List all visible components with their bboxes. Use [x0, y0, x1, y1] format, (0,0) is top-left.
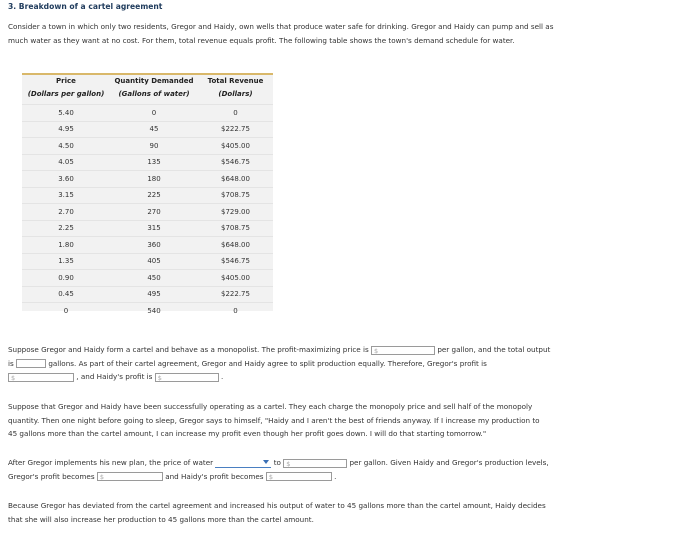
revenue-cell: $405.00 — [198, 138, 273, 155]
table-row — [22, 187, 273, 204]
intro-paragraph — [8, 20, 553, 47]
quantity-cell: 495 — [110, 286, 198, 303]
subheader-price: (Dollars per gallon) — [27, 90, 105, 98]
subheader-quantity: (Gallons of water) — [118, 90, 190, 98]
revenue-cell: 0 — [198, 303, 273, 319]
table-row — [22, 171, 273, 188]
price-cell: 3.60 — [22, 171, 110, 188]
price-change-dropdown[interactable] — [215, 459, 271, 468]
price-cell: 3.15 — [22, 187, 110, 204]
quantity-cell: 360 — [110, 237, 198, 254]
revenue-cell: $708.75 — [198, 187, 273, 204]
new-price-input[interactable]: $ — [283, 459, 347, 468]
quantity-cell: 225 — [110, 187, 198, 204]
table-row — [22, 270, 273, 287]
quantity-cell: 135 — [110, 154, 198, 171]
intro-line-2: much water as they want at no cost. For them, total revenue equals profit. The following table shows the town's demand schedule for water. — [8, 35, 515, 45]
quantity-cell: 45 — [110, 121, 198, 138]
header-revenue: Total Revenue — [207, 77, 264, 85]
revenue-cell: $546.75 — [198, 154, 273, 171]
total-output-input[interactable] — [16, 359, 46, 368]
table-row — [22, 253, 273, 270]
quantity-cell: 90 — [110, 138, 198, 155]
gregor-profit-input[interactable]: $ — [8, 373, 74, 382]
price-cell: 0.90 — [22, 270, 110, 287]
price-cell: 5.40 — [22, 105, 110, 122]
quantity-cell: 270 — [110, 204, 198, 221]
price-cell: 2.70 — [22, 204, 110, 221]
quantity-cell: 315 — [110, 220, 198, 237]
cartel-question: Suppose Gregor and Haidy form a cartel and behave as a monopolist. The profit-maximizing price is $ per gallon, and the total output is gallons. As part of their cartel agreement, Gregor and Haidy agree to split production equally. Therefore, Gregor's profit is $ , and Haidy's profit is $ . — [8, 345, 551, 382]
price-cell: 4.50 — [22, 138, 110, 155]
price-cell: 0.45 — [22, 286, 110, 303]
price-cell: 1.80 — [22, 237, 110, 254]
retaliation-paragraph: Because Gregor has deviated from the cartel agreement and increased his output of water to 45 gallons more than the cartel amount, Haidy decides that she will also increase her production to 45 gallons more than the cartel amount. — [8, 501, 546, 524]
revenue-cell: $546.75 — [198, 253, 273, 270]
price-cell: 1.35 — [22, 253, 110, 270]
chevron-down-icon — [263, 460, 269, 464]
gregor-new-profit-input[interactable]: $ — [97, 472, 163, 481]
revenue-cell: 0 — [198, 105, 273, 122]
table-row — [22, 154, 273, 171]
quantity-cell: 180 — [110, 171, 198, 188]
monopoly-price-input[interactable]: $ — [371, 346, 435, 355]
deviation-paragraph: Suppose that Gregor and Haidy have been successfully operating as a cartel. They each charge the monopoly price and sell half of the monopoly quantity. Then one night before going to sleep, Gregor says to himself, "Haidy and I aren't the best of friends anyway. If I increase my production to 45 gallons more than the cartel amount, I can increase my profit even though her profit goes down. I will do that starting tomorrow." — [8, 402, 540, 438]
quantity-cell: 0 — [110, 105, 198, 122]
price-cell: 4.95 — [22, 121, 110, 138]
table-row — [22, 105, 273, 122]
table-row — [22, 138, 273, 155]
demand-schedule-table — [22, 73, 273, 315]
quantity-cell: 450 — [110, 270, 198, 287]
section-title: 3. Breakdown of a cartel agreement — [8, 2, 163, 11]
table-row — [22, 121, 273, 138]
revenue-cell: $222.75 — [198, 286, 273, 303]
revenue-cell: $222.75 — [198, 121, 273, 138]
table-row — [22, 204, 273, 221]
revenue-cell: $405.00 — [198, 270, 273, 287]
price-cell: 4.05 — [22, 154, 110, 171]
revenue-cell: $708.75 — [198, 220, 273, 237]
haidy-new-profit-input[interactable]: $ — [266, 472, 332, 481]
intro-line-1: Consider a town in which only two residents, Gregor and Haidy, own wells that produce water safe for drinking. Gregor and Haidy can pump and sell as — [8, 22, 554, 31]
table-row — [22, 286, 273, 303]
subheader-revenue: (Dollars) — [218, 90, 253, 98]
price-cell: 2.25 — [22, 220, 110, 237]
revenue-cell: $648.00 — [198, 237, 273, 254]
table-row — [22, 303, 273, 319]
table-row — [22, 237, 273, 254]
revenue-cell: $648.00 — [198, 171, 273, 188]
quantity-cell: 540 — [110, 303, 198, 319]
header-price: Price — [56, 77, 76, 85]
table-row — [22, 220, 273, 237]
revenue-cell: $729.00 — [198, 204, 273, 221]
price-cell: 0 — [22, 303, 110, 319]
header-quantity: Quantity Demanded — [114, 77, 194, 85]
haidy-profit-input[interactable]: $ — [155, 373, 219, 382]
deviation-question: After Gregor implements his new plan, the price of water to $ per gallon. Given Haidy and Gregor's production levels, Gregor's profit becomes $ and Haidy's profit becomes $ . — [8, 458, 549, 481]
quantity-cell: 405 — [110, 253, 198, 270]
